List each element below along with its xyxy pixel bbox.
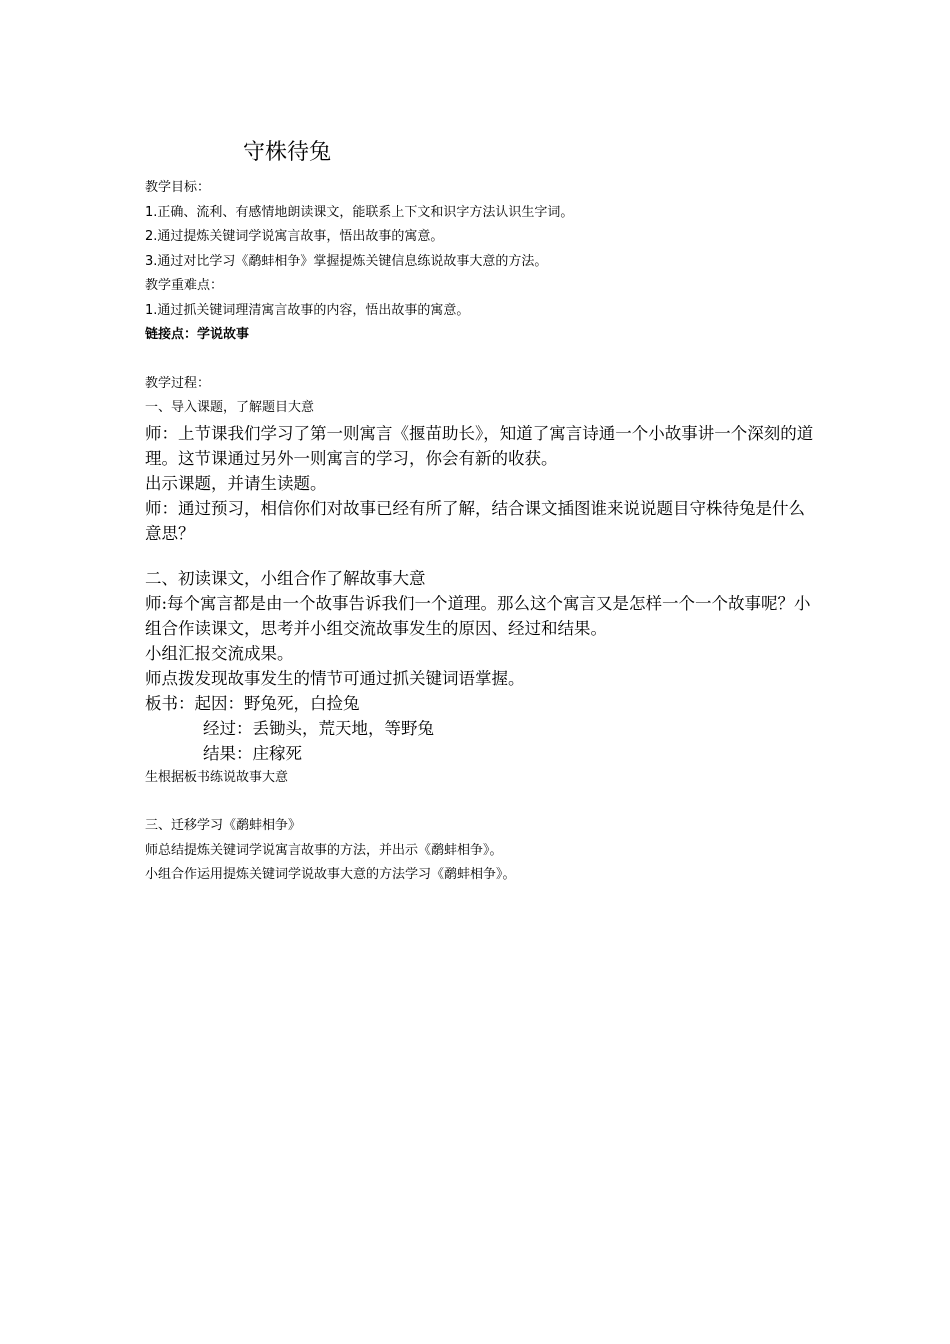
section3-paragraph: 师总结提炼关键词学说寓言故事的方法，并出示《鹬蚌相争》。 xyxy=(145,842,503,858)
spacer xyxy=(145,790,815,814)
document-body xyxy=(145,136,815,888)
section1-paragraph: 师：通过预习，相信你们对故事已经有所了解，结合课文插图谁来说说题目守株待兔是什么意思？ xyxy=(145,498,805,543)
spacer xyxy=(145,546,815,566)
process-heading: 教学过程： xyxy=(145,375,211,391)
key-point-item: 1.通过抓关键词理清寓言故事的内容，悟出故事的寓意。 xyxy=(145,302,470,318)
link-point: 链接点：学说故事 xyxy=(145,327,250,342)
spacer xyxy=(145,348,815,372)
document-title: 守株待兔 xyxy=(243,140,332,165)
board-line-result: 结果：庄稼死 xyxy=(203,743,302,763)
section1-paragraph: 出示课题，并请生读题。 xyxy=(145,473,327,493)
board-line-cause: 板书：起因：野兔死，白捡兔 xyxy=(145,693,360,713)
board-line-process: 经过：丢锄头，荒天地，等野兔 xyxy=(203,718,434,738)
section1-heading: 一、导入课题，了解题目大意 xyxy=(145,400,315,415)
section3-heading: 三、迁移学习《鹬蚌相争》 xyxy=(145,818,302,833)
section1-paragraph: 师：上节课我们学习了第一则寓言《揠苗助长》，知道了寓言诗通一个小故事讲一个深刻的道理。这节课通过另外一则寓言的学习，你会有新的收获。 xyxy=(145,423,814,468)
section3-paragraph: 小组合作运用提炼关键词学说故事大意的方法学习《鹬蚌相争》。 xyxy=(145,867,516,882)
section2-paragraph: 生根据板书练说故事大意 xyxy=(145,769,289,785)
objective-item: 3.通过对比学习《鹬蚌相争》掌握提炼关键信息练说故事大意的方法。 xyxy=(145,253,548,269)
section2-paragraph: 小组汇报交流成果。 xyxy=(145,643,294,663)
section2-paragraph: 师:每个寓言都是由一个故事告诉我们一个道理。那么这个寓言又是怎样一个一个故事呢？小组合作读课文，思考并小组交流故事发生的原因、经过和结果。 xyxy=(145,593,811,638)
objective-item: 1.正确、流利、有感情地朗读课文，能联系上下文和识字方法认识生字词。 xyxy=(145,204,574,220)
objective-item: 2.通过提炼关键词学说寓言故事，悟出故事的寓意。 xyxy=(145,229,444,244)
section2-paragraph: 师点拨发现故事发生的情节可通过抓关键词语掌握。 xyxy=(145,668,525,688)
key-points-heading: 教学重难点： xyxy=(145,278,224,293)
objectives-heading: 教学目标： xyxy=(145,180,211,195)
section2-heading: 二、初读课文，小组合作了解故事大意 xyxy=(145,568,426,588)
